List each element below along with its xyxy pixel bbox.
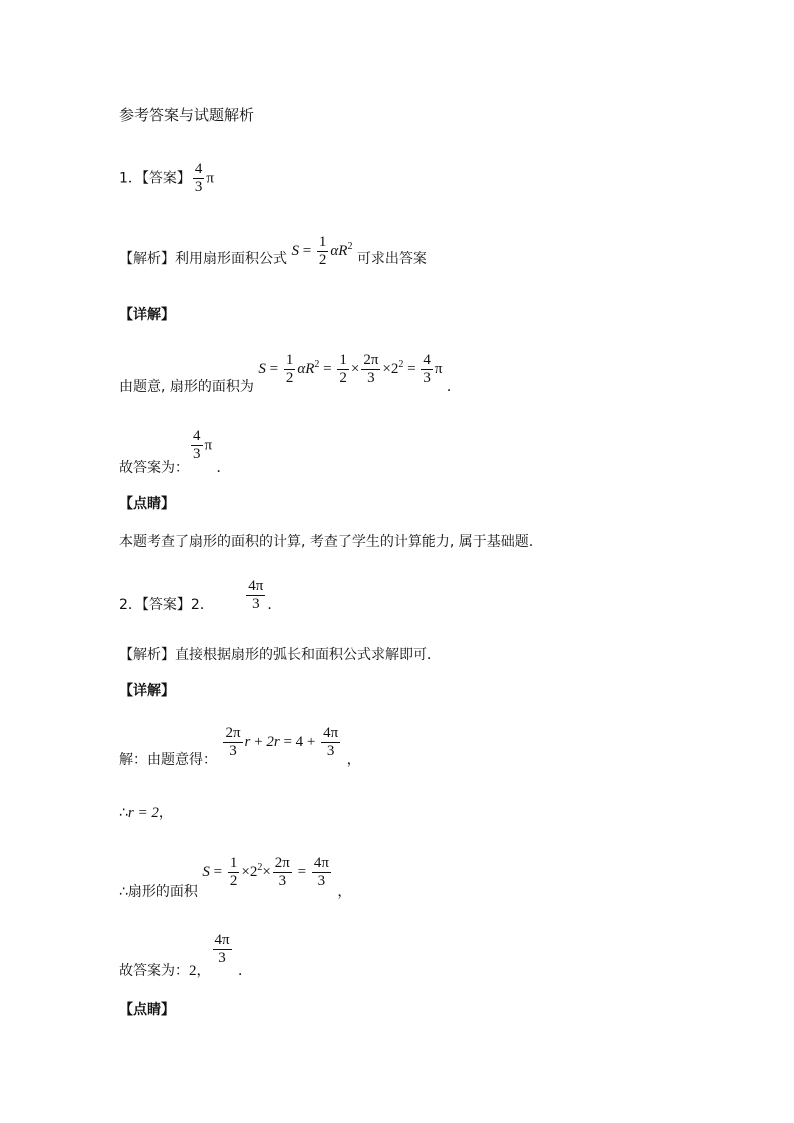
q2-comment-label: 【点睛】 [119,1002,175,1018]
q1-analysis-text: 【解析】利用扇形面积公式 [119,250,287,267]
q1-detail-text: 由题意, 扇形的面积为 [119,378,254,395]
q1-answer [119,161,214,196]
q2-detail-label: 【详解】 [119,683,175,699]
q2-solve-text: 解：由题意得： [119,751,217,768]
pi-symbol: π [206,170,214,187]
q1-area-equation: S = $\frac{1}{2}$ $\alpha R^2$ = $\frac{1}{2}$ × $\frac{2\pi}{3}$ $\times 2^2$ = $\frac{4}{3}$ π [258,352,443,386]
q1-comment-text: 本题考查了扇形的面积的计算, 考查了学生的计算能力, 属于基础题. [119,534,534,550]
page-title: 参考答案与试题解析 [119,106,255,124]
q2-answer-label: 2．【答案】2． [119,596,214,613]
q1-answer-label: 1．【答案】 [119,170,191,187]
q1-analysis [119,234,427,277]
q1-conclusion-text: 故答案为： [119,459,189,476]
q1-detail-label: 【详解】 [119,307,175,323]
therefore-symbol: ∴ [119,805,128,821]
q2-area-text: ∴扇形的面积 [119,883,198,900]
q2-answer-fraction: $\frac{4\pi}{3}$ [248,578,264,612]
q1-comment-label: 【点睛】 [119,496,175,512]
q1-analysis-suffix: 可求出答案 [356,250,427,267]
q1-answer-fraction: $\frac{4}{3}$ [194,161,203,195]
q2-conclusion-text: 故答案为： [119,962,189,979]
sector-area-formula: S = $\frac{1}{2}$ $\alpha R^2$ [291,234,353,268]
q2-answer: 2．【答案】2． $\frac{4\pi}{3}$ ． [119,578,282,613]
q2-analysis: 【解析】直接根据扇形的弧长和面积公式求解即可． [119,647,441,663]
q2-conclusion: 故答案为：2， $\frac{4\pi}{3}$ ． [119,932,253,979]
q2-area-equation: S = $\frac{1}{2}$ $\times 2^2\times$ $\frac{2\pi}{3}$ = $\frac{4\pi}{3}$ [202,855,329,889]
q2-arc-equation: $\frac{2\pi}{3}$ r + 2r = 4 + $\frac{4\pi}{3}$ [225,725,339,759]
q1-detail: 由题意, 扇形的面积为 S = $\frac{1}{2}$ $\alpha R^2$ = $\frac{1}{2}$ × $\frac{2\pi}{3}$ $\times 2^2$ = $\frac{4}{3}$ π ． [119,352,461,395]
q2-r-value: ∴r = 2， [119,805,173,821]
q2-solve: 解：由题意得： $\frac{2\pi}{3}$ r + 2r = 4 + $\frac{4\pi}{3}$ ， [119,725,361,768]
q1-conclusion: 故答案为： $\frac{4}{3}$ π ． [119,428,231,476]
q2-area: ∴扇形的面积 S = $\frac{1}{2}$ $\times 2^2\times$ $\frac{2\pi}{3}$ = $\frac{4\pi}{3}$ ， [119,855,352,900]
